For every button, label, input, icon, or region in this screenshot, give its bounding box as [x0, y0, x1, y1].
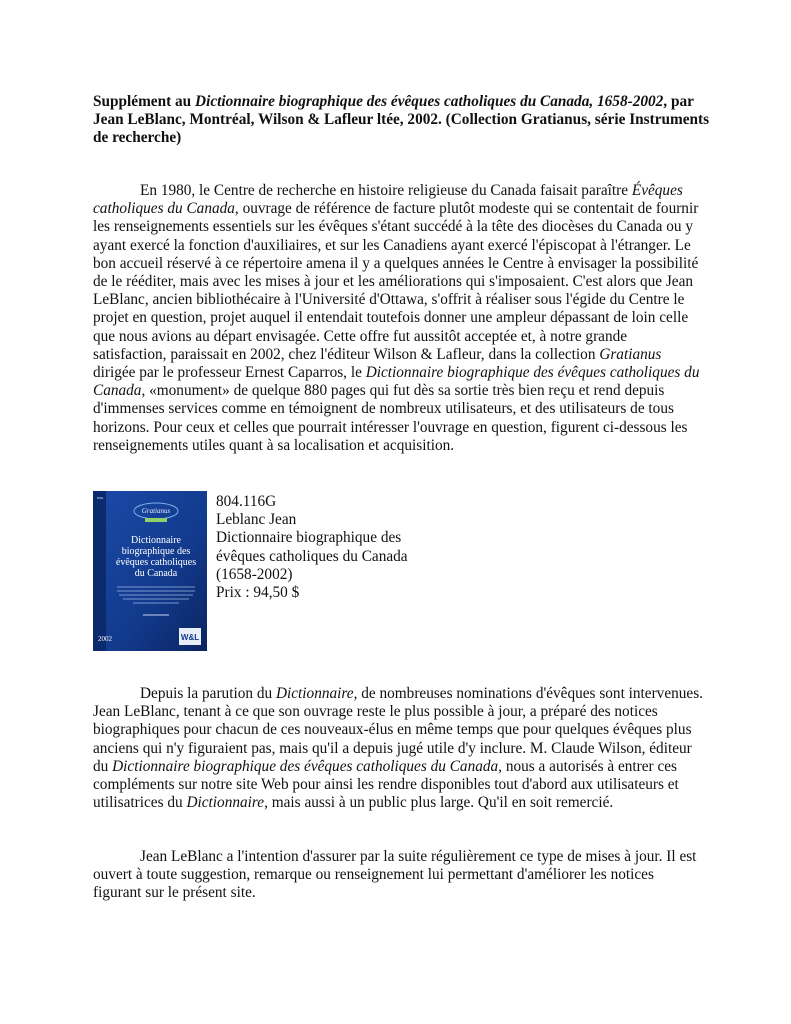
catalog-entry: [216, 493, 476, 602]
italic-run: Évêques catholiques du Canada: [93, 182, 683, 218]
cover-title-line: du Canada: [134, 568, 178, 579]
italic-run: Dictionnaire biographique des évêques catholiques du Canada: [112, 757, 499, 775]
heading-prefix: Supplément au: [93, 93, 196, 110]
cover-publisher-mark: W&L: [180, 633, 200, 642]
text-run: dirigée par le professeur Ernest Caparros, le: [93, 364, 366, 382]
heading-book-title: Dictionnaire biographique des évêques catholiques du Canada, 1658-2002: [195, 93, 664, 110]
italic-run: Dictionnaire: [186, 794, 265, 812]
update-paragraph: [93, 685, 703, 812]
text-run: , ouvrage de référence de facture plutôt modeste qui se contentait de fournir les renseignements essentiels sur les évêques s'étant succédé à la tête des diocèses du Canada ou y ayant exercé la fonction d'auxiliaires, et sur les Canadiens ayant exercé l'épiscopat à l'étranger. Le bon accueil réservé à ce répertoire amena il y a quelques années le Centre à envisager la possibilité de le rééditer, mais avec les mises à jour et les améliorations qui s'imposaient. C'est alors que Jean LeBlanc, ancien bibliothécaire à l'Université d'Ottawa, s'offrit à réaliser sous l'égide du Centre le projet en question, projet auquel il entendait toutefois donner une ampleur dépassant de loin celle que nous avions au départ envisagée. Cette offre fut aussitôt acceptée et, à notre grande satisfaction, paraissait en 2002, chez l'éditeur Wilson & Lafleur, dans la collection: [93, 200, 699, 363]
text-run: , mais aussi à un public plus large. Qu'il en soit remercié.: [264, 794, 614, 812]
intro-paragraph: [93, 182, 703, 455]
italic-run: Dictionnaire biographique des évêques catholiques du Canada: [93, 364, 700, 400]
text-run: , «monument» de quelque 880 pages qui fut dès sa sortie très bien reçu et rend depuis d'immenses services comme en témoignent de nombreux utilisateurs, et des utilisateurs de tous horizons. Pour ceux et celles que pourrait intéresser l'ouvrage en question, figurent ci-dessous les renseignements utiles quant à sa localisation et acquisition.: [93, 382, 688, 454]
italic-run: Dictionnaire: [275, 685, 354, 702]
heading-suffix: , par Jean LeBlanc, Montréal, Wilson & Lafleur ltée, 2002. (Collection Gratianus, série Instruments de recherche): [93, 93, 710, 146]
italic-run: Gratianus: [599, 345, 662, 363]
book-cover-image: [93, 491, 207, 651]
text-run: Jean LeBlanc a l'intention d'assurer par la suite régulièrement ce type de mises à jour. Il est ouvert à toute suggestion, remarque ou renseignement lui permettant d'améliorer les notices figurant sur le présent site.: [93, 848, 697, 902]
catalog-title-line: évêques catholiques du Canada: [216, 547, 408, 565]
text-run: , nous a autorisés à entrer ces compléments sur notre site Web pour ainsi les rendre disponibles tout d'abord aux utilisateurs et utilisatrices du: [93, 757, 679, 812]
cover-title-line: biographique des: [121, 546, 191, 557]
text-run: Depuis la parution du: [140, 685, 276, 702]
text-run: En 1980, le Centre de recherche en histoire religieuse du Canada faisait paraître: [140, 182, 632, 199]
cover-year: 2002: [98, 635, 112, 643]
call-number: 804.116G: [216, 493, 277, 510]
cover-title-line: évêques catholiques: [115, 557, 197, 568]
svg-text:BIBL.: BIBL.: [97, 496, 105, 500]
cover-title-line: Dictionnaire: [131, 535, 181, 546]
catalog-author: Leblanc Jean: [216, 511, 297, 529]
catalog-dates: (1658-2002): [216, 565, 293, 583]
cover-logo-text: Gratianus: [141, 507, 171, 515]
text-run: , de nombreuses nominations d'évêques sont intervenues. Jean LeBlanc, tenant à ce que son ouvrage reste le plus possible à jour, a préparé des notices biographiques pour chacun de ces nouveaux-élus en même temps que pour quelques évêques plus anciens qui n'y figuraient pas, mais qu'il a depuis jugé utile d'y inclure. M. Claude Wilson, éditeur du: [93, 685, 703, 775]
document-heading: [93, 93, 713, 147]
closing-paragraph: [93, 848, 703, 903]
catalog-price: Prix : 94,50 $: [216, 584, 300, 602]
catalog-title-line: Dictionnaire biographique des: [216, 529, 402, 547]
